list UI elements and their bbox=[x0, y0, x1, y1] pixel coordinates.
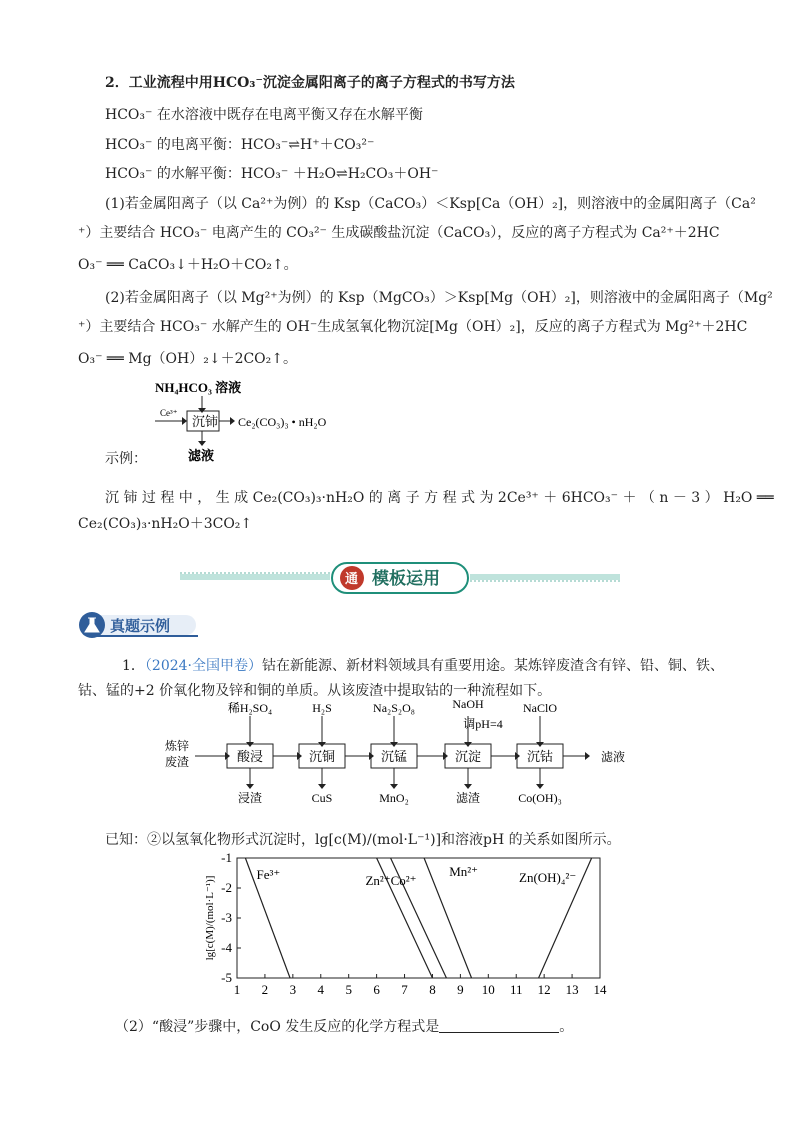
flow-box-2: 沉铜 bbox=[308, 749, 336, 764]
flow-out-3: MnO₂ bbox=[379, 791, 409, 805]
x-tick-label: 1 bbox=[233, 982, 241, 997]
ex-product: Ce₂(CO₃)₃ • nH₂O bbox=[238, 415, 327, 429]
real-question-tag bbox=[78, 611, 198, 639]
flow-out-2: CuS bbox=[311, 791, 333, 805]
example-line1: 沉 铈 过 程 中 ， 生 成 Ce₂(CO₃)₃·nH₂O 的 离 子 方 程 式 为 2Ce³⁺ ＋ 6HCO₃⁻ ＋ （ n － 3 ） H₂O ══ bbox=[105, 490, 774, 506]
x-tick-label: 11 bbox=[509, 982, 523, 997]
flow-out-1: 浸渣 bbox=[237, 791, 263, 805]
x-tick-label: 13 bbox=[565, 982, 579, 997]
sub-question-text: （2）“酸浸”步骤中，CoO 发生反应的化学方程式是 bbox=[115, 1019, 440, 1035]
question-text-1: 钴在新能源、新材料领域具有重要用途。某炼锌废渣含有锌、铅、铜、铁、 bbox=[262, 658, 725, 674]
x-tick-label: 7 bbox=[401, 982, 408, 997]
hydrolysis-equilibrium: HCO₃⁻ 的水解平衡：HCO₃⁻ ＋H₂O⇌H₂CO₃＋OH⁻ bbox=[105, 166, 439, 182]
y-tick-label: -1 bbox=[221, 850, 232, 865]
flow-reagent-2: H₂S bbox=[312, 701, 332, 715]
flow-start-2: 废渣 bbox=[165, 755, 190, 769]
y-tick-label: -3 bbox=[221, 910, 232, 925]
example-line2: Ce₂(CO₃)₃·nH₂O＋3CO₂↑ bbox=[78, 516, 253, 532]
sub-question bbox=[115, 1016, 573, 1036]
ex-filtrate: 滤液 bbox=[188, 448, 215, 463]
y-tick-label: -4 bbox=[221, 940, 232, 955]
flow-reagent-1: 稀H₂SO₄ bbox=[227, 701, 273, 715]
x-tick-label: 10 bbox=[481, 982, 495, 997]
example-label: 示例： bbox=[105, 451, 147, 467]
x-tick-label: 8 bbox=[429, 982, 436, 997]
x-tick-label: 9 bbox=[457, 982, 464, 997]
flow-box-1: 酸浸 bbox=[236, 749, 264, 764]
flow-box-3: 沉锰 bbox=[380, 749, 408, 764]
process-flow bbox=[165, 700, 645, 810]
x-tick-label: 4 bbox=[317, 982, 325, 997]
x-tick-label: 5 bbox=[345, 982, 352, 997]
case1-line1: (1)若金属阳离子（以 Ca²⁺为例）的 Ksp（CaCO₃）＜Ksp[Ca（OH）₂]，则溶液中的金属阳离子（Ca² bbox=[105, 196, 756, 212]
ph-chart bbox=[205, 846, 625, 1006]
series-label: Mn²⁺ bbox=[449, 864, 479, 879]
flow-reagent-3: Na₂S₂O₈ bbox=[373, 701, 415, 715]
x-tick-label: 12 bbox=[537, 982, 551, 997]
case2-line2: ⁺）主要结合 HCO₃⁻ 水解产生的 OH⁻生成氢氧化物沉淀[Mg（OH）₂]，反应的离子方程式为 Mg²⁺＋2HC bbox=[78, 319, 748, 335]
example-diagram bbox=[150, 380, 410, 464]
flow-start-1: 炼锌 bbox=[165, 739, 190, 753]
banner-title: 模板运用 bbox=[372, 569, 440, 588]
series-label: Zn²⁺ bbox=[365, 873, 391, 888]
answer-blank[interactable] bbox=[439, 1018, 559, 1033]
template-banner bbox=[180, 560, 620, 596]
ex-input: Ce³⁺ bbox=[160, 408, 178, 418]
case2-line3: O₃⁻ ══ Mg（OH）₂↓＋2CO₂↑。 bbox=[78, 351, 298, 367]
case1-line3: O₃⁻ ══ CaCO₃↓＋H₂O＋CO₂↑。 bbox=[78, 257, 298, 273]
flow-box-4: 沉淀 bbox=[454, 749, 482, 764]
flow-end: 滤液 bbox=[600, 750, 626, 764]
question-line2: 钴、锰的+2 价氧化物及锌和铜的单质。从该废渣中提取钴的一种流程如下。 bbox=[78, 683, 552, 699]
y-axis-label: lg[c(M)/(mol·L⁻¹)] bbox=[205, 875, 216, 961]
tag-title: 真题示例 bbox=[110, 619, 171, 635]
ex-box-label: 沉铈 bbox=[192, 414, 219, 429]
ionization-equilibrium: HCO₃⁻ 的电离平衡：HCO₃⁻⇌H⁺＋CO₃²⁻ bbox=[105, 137, 375, 153]
series-label: Fe³⁺ bbox=[256, 867, 281, 882]
flow-out-4: 滤渣 bbox=[455, 791, 481, 805]
flow-reagent-5: NaClO bbox=[523, 701, 557, 715]
known-text: 已知：②以氢氧化物形式沉淀时，lg[c(M)/(mol·L⁻¹)]和溶液pH 的关系如图所示。 bbox=[105, 832, 621, 848]
series-label: Co²⁺ bbox=[390, 873, 417, 888]
banner-icon-char: 通 bbox=[345, 571, 359, 586]
y-tick-label: -2 bbox=[221, 880, 232, 895]
x-tick-label: 2 bbox=[261, 982, 269, 997]
x-tick-label: 14 bbox=[593, 982, 607, 997]
ex-reagent: NH₄HCO₃ 溶液 bbox=[155, 380, 242, 395]
flow-out-5: Co(OH)₃ bbox=[518, 791, 562, 805]
case2-line1: (2)若金属阳离子（以 Mg²⁺为例）的 Ksp（MgCO₃）＞Ksp[Mg（OH）₂]，则溶液中的金属阳离子（Mg² bbox=[105, 290, 773, 306]
sub-question-end: 。 bbox=[559, 1019, 574, 1035]
case1-line2: ⁺）主要结合 HCO₃⁻ 电离产生的 CO₃²⁻ 生成碳酸盐沉淀（CaCO₃），反应的离子方程式为 Ca²⁺＋2HC bbox=[78, 225, 720, 241]
flow-reagent-4b: 调pH=4 bbox=[463, 717, 503, 731]
series-label: Zn(OH)₄²⁻ bbox=[519, 870, 577, 885]
x-tick-label: 6 bbox=[373, 982, 380, 997]
question-number: 1． bbox=[122, 658, 145, 674]
x-tick-label: 3 bbox=[289, 982, 297, 997]
y-tick-label: -5 bbox=[221, 970, 232, 985]
section-heading: 2．工业流程中用HCO₃⁻沉淀金属阳离子的离子方程式的书写方法 bbox=[105, 75, 515, 91]
flow-box-5: 沉钴 bbox=[526, 749, 554, 764]
question-source: （2024·全国甲卷） bbox=[144, 658, 263, 674]
question-line1 bbox=[122, 655, 724, 675]
flow-reagent-4: NaOH bbox=[452, 700, 484, 711]
intro-text: HCO₃⁻ 在水溶液中既存在电离平衡又存在水解平衡 bbox=[105, 107, 423, 123]
